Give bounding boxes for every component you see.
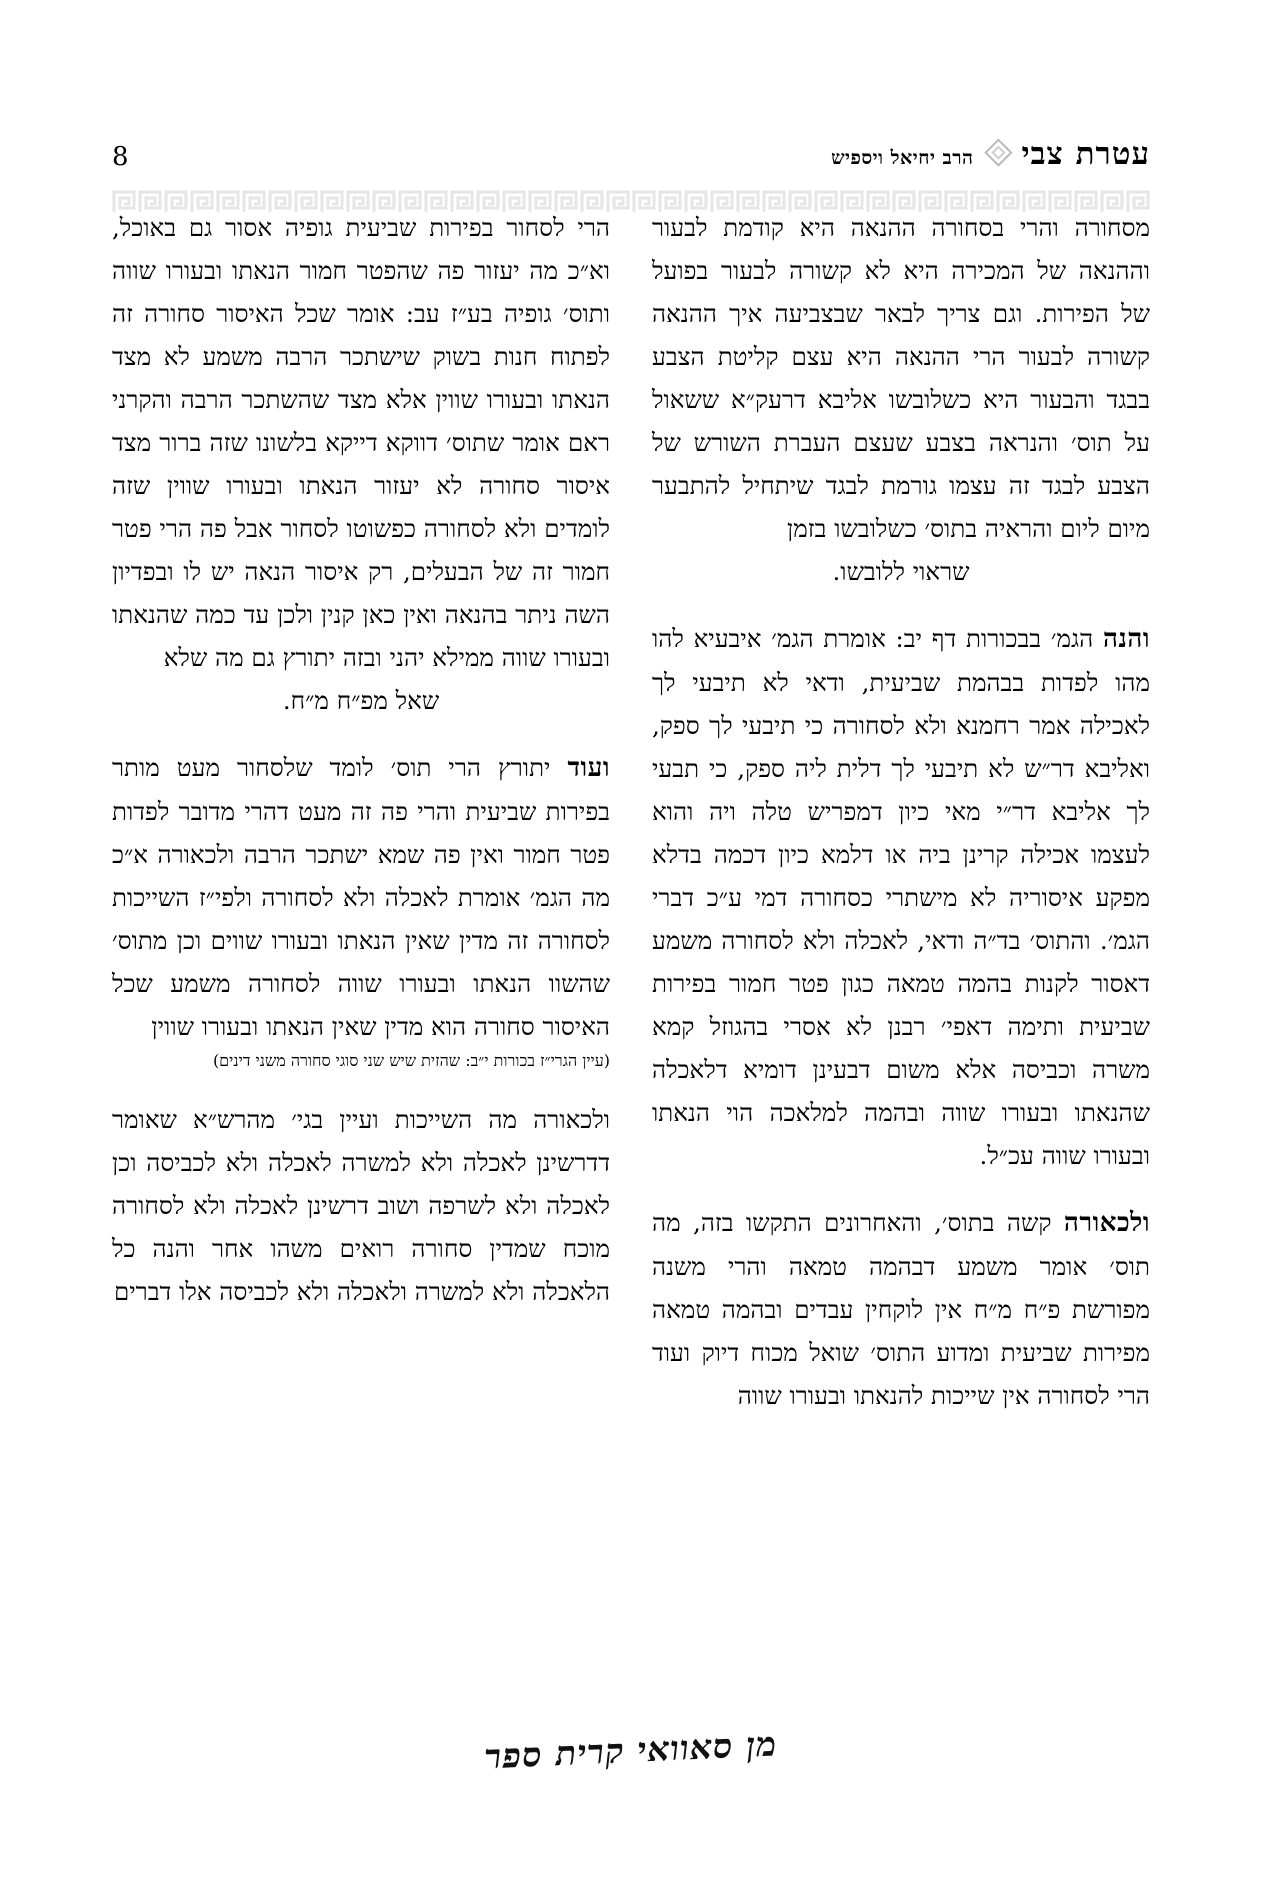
paragraph-text: הגמ׳ בבכורות דף יב: אומרת הגמ׳ איבעיא להו מהו לפדות בבהמת שביעית, ודאי לא תיבעי לך לאכילה אמר רחמנא ולא לסחורה כי תיבעי לך ספק, ואליבא דר״ש לא תיבעי לך דלית ליה ספק, כי תבעי לך אליבא דר״י מאי כיון דמפריש טלה ויה והוא לעצמו אכילה קרינן ביה או דלמא כיון דכמה בדלא מפקע איסוריה לא מישתרי כסחורה דמי ע״כ דברי הגמ׳. והתוס׳ בד״ה ודאי, לאכלה ולא לסחורה משמע דאסור לקנות בהמה טמאה כגון פטר חמור בפירות שביעית ותימה דאפי׳ רבנן לא אסרי בהגוזל קמא משרה וכביסה אלא משום דבעינן דומיא דלאכלה שהנאתו ובעורו שווה ובהמה למלאכה הוי הנאתו ובעורו שווה עכ״ל. xyxy=(652,624,1150,1170)
running-head xyxy=(112,126,1150,170)
diamond-ornament-icon xyxy=(985,138,1013,166)
paragraph-text: קשה בתוס׳, והאחרונים התקשו בזה, מה תוס׳ אומר משמע דבהמה טמאה והרי משנה מפורשת פ״ח מ״ח אין לוקחין עבדים ובהמה טמאה מפירות שביעית ומדוע התוס׳ שואל מכוח דיוק ועוד הרי לסחורה אין שייכות להנאתו ובעורו שווה xyxy=(652,1208,1150,1410)
paragraph-lead-word: ולכאורה xyxy=(1063,1208,1150,1238)
page-number: 8 xyxy=(112,142,129,172)
paragraph xyxy=(652,1201,1150,1417)
running-head-title-group xyxy=(831,136,1150,172)
paragraph xyxy=(652,206,1150,593)
paragraph xyxy=(112,1098,610,1313)
paragraph-text: יתורץ הרי תוס׳ לומד שלסחור מעט מותר בפירות שביעית והרי פה זה מעט דהרי מדובר לפדות פטר חמור ואין פה שמא ישתכר הרבה ולכאורה א״כ מה הגמ׳ אומרת לאכלה ולא לסחורה ולפי״ז השייכות לסחורה זה מדין שאין הנאתו ובעורו שווים וכן מתוס׳ שהשוו הנאתו ובעורו שווה לסחורה משמע שכל האיסור סחורה הוא מדין שאין הנאתו ובעורו שווין xyxy=(112,753,610,1041)
paragraph-lead-word: ועוד xyxy=(567,753,610,783)
column-right xyxy=(652,206,1150,1679)
author-name: הרב יחיאל ויספיש xyxy=(831,147,974,169)
paragraph-text: מסחורה והרי בסחורה ההנאה היא קודמת לבעור וההנאה של המכירה היא לא קשורה לבעור בפועל של הפירות. וגם צריך לבאר שבצביעה איך ההנאה קשורה לבעור הרי ההנאה היא עצם קליטת הצבע בבגד והבעור היא כשלובשו אליבא דרעק״א ששאול על תוס׳ והנראה בצבע שעצם העברת השורש של הצבע לבגד זה עצמו גורמת לבגד שיתחיל להתבער מיום ליום והראיה בתוס׳ כשלובשו בזמן xyxy=(652,213,1150,543)
sefer-title: עטרת צבי xyxy=(1021,136,1150,172)
footer-watermark: מן סאוואי קרית ספר xyxy=(482,1724,780,1778)
paragraph-tail: שאל מפ״ח מ״ח. xyxy=(282,686,440,715)
paragraph-source-note: (עיין הגרי״ז בכורות י״ב: שהזית שיש שני סוגי סחורה משני דינים) xyxy=(212,1051,610,1070)
column-left xyxy=(112,206,610,1679)
paragraph xyxy=(652,617,1150,1177)
paragraph-text: ולכאורה מה השייכות ועיין בגי׳ מהרש״א שאומר דדרשינן לאכלה ולא למשרה לאכלה ולא לכביסה וכן לאכלה ולא לשרפה ושוב דרשינן לאכלה ולא לסחורה מוכח שמדין סחורה רואים משהו אחר והנה כל הלאכלה ולא למשרה ולאכלה ולא לכביסה אלו דברים xyxy=(112,1105,610,1306)
paragraph-text: הרי לסחור בפירות שביעית גופיה אסור גם באוכל, וא״כ מה יעזור פה שהפטר חמור הנאתו ובעורו שווה ותוס׳ גופיה בע״ז עב: אומר שכל האיסור סחורה זה לפתוח חנות בשוק שישתכר הרבה משמע לא מצד הנאתו ובעורו שווין אלא מצד שהשתכר הרבה והקרני ראם אומר שתוס׳ דווקא דייקא בלשונו שזה ברור מצד איסור סחורה לא יעזור הנאתו ובעורו שווין שזה לומדים ולא לסחורה כפשוטו לסחור אבל פה הרי פטר חמור זה של הבעלים, רק איסור הנאה יש לו ובפדיון השה ניתר בהנאה ואין כאן קנין ולכן עד כמה שהנאתו ובעורו שווה ממילא יהני ובזה יתורץ גם מה שלא xyxy=(112,213,610,672)
paragraph-lead-word: והנה xyxy=(1102,624,1150,654)
body-columns xyxy=(112,206,1150,1679)
paragraph xyxy=(112,746,610,1074)
paragraph-tail: שראוי ללובשו. xyxy=(832,557,970,586)
paragraph xyxy=(112,206,610,722)
